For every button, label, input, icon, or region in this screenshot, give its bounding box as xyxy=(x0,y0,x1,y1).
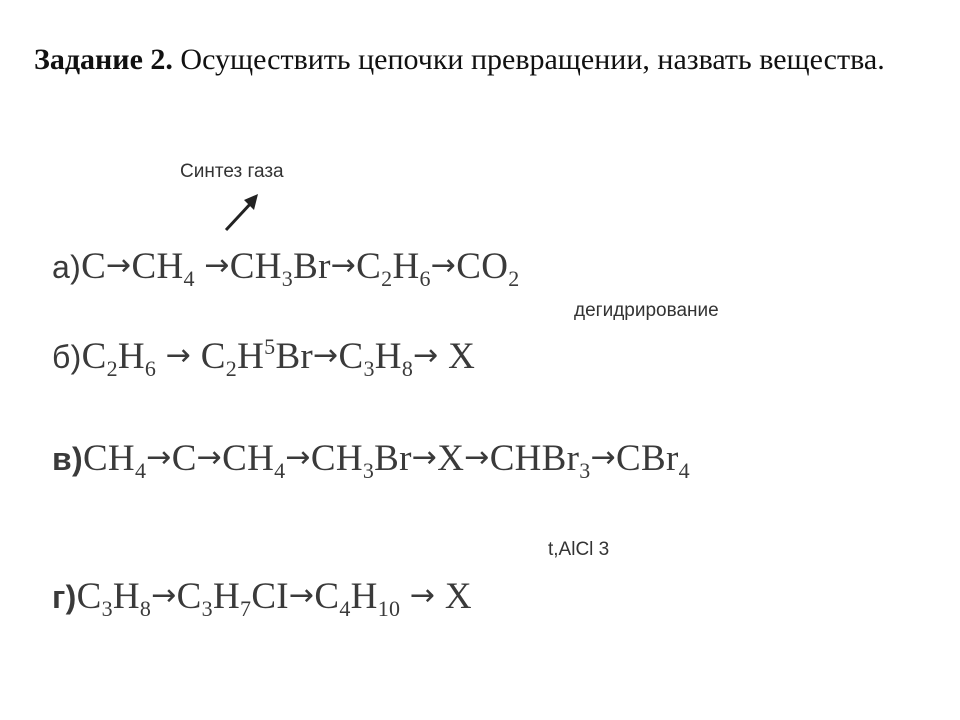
subscript: 3 xyxy=(281,266,294,291)
arrow-icon: → xyxy=(409,578,436,613)
subscript: 10 xyxy=(377,596,401,621)
subscript: 4 xyxy=(678,458,690,483)
chain-a xyxy=(52,245,520,291)
arrow-icon: → xyxy=(313,338,339,373)
arrow-icon: → xyxy=(590,440,617,475)
subscript: 4 xyxy=(134,458,147,483)
chain-v xyxy=(52,437,690,483)
formula: H xyxy=(212,576,240,617)
formula: C xyxy=(200,336,226,377)
formula: C xyxy=(171,438,197,479)
formula: C xyxy=(81,246,107,287)
chain-b-label: б) xyxy=(52,339,82,375)
task-label: Задание 2. xyxy=(34,43,173,76)
formula: H xyxy=(112,576,140,617)
arrow-icon: → xyxy=(330,248,357,283)
chain-a-label: а) xyxy=(52,249,82,285)
subscript: 4 xyxy=(183,266,195,291)
formula: Br xyxy=(293,246,331,287)
formula: CH xyxy=(82,438,135,479)
formula: CBr xyxy=(616,438,679,479)
subscript: 3 xyxy=(362,458,375,483)
formula: CHBr xyxy=(489,438,580,479)
arrow-icon: → xyxy=(464,440,490,475)
arrow-icon: → xyxy=(413,338,439,373)
formula: C xyxy=(356,246,382,287)
formula: CI xyxy=(251,576,289,617)
arrow-icon: → xyxy=(430,248,457,283)
formula: Br xyxy=(374,438,412,479)
arrow-icon: → xyxy=(204,248,230,283)
formula: H xyxy=(117,336,145,377)
formula: H xyxy=(350,576,378,617)
subscript: 4 xyxy=(339,596,351,621)
chain-g-label: г) xyxy=(52,579,77,615)
subscript: 7 xyxy=(240,596,252,621)
formula: H xyxy=(237,336,265,377)
subscript: 8 xyxy=(401,356,414,381)
arrow-icon: → xyxy=(165,338,192,373)
subscript: 3 xyxy=(201,596,213,621)
arrow-icon: → xyxy=(285,440,311,475)
task-text: Осуществить цепочки превращении, назвать вещества. xyxy=(172,43,885,76)
formula: CH xyxy=(222,438,275,479)
subscript: 3 xyxy=(579,458,591,483)
formula: CH xyxy=(131,246,184,287)
formula: Br xyxy=(275,336,314,377)
arrow-icon: → xyxy=(146,440,172,475)
formula: C xyxy=(81,336,107,377)
task-heading xyxy=(34,38,934,82)
chain-b xyxy=(52,334,476,381)
arrow-icon: → xyxy=(106,248,132,283)
arrow-icon: → xyxy=(288,578,315,613)
formula: CH xyxy=(229,246,282,287)
subscript: 2 xyxy=(225,356,238,381)
superscript: 5 xyxy=(264,334,276,359)
formula: H xyxy=(392,246,420,287)
subscript: 2 xyxy=(508,266,520,291)
formula: H xyxy=(374,336,402,377)
formula: CO xyxy=(456,246,509,287)
subscript: 3 xyxy=(101,596,113,621)
subscript: 2 xyxy=(106,356,118,381)
chain-g xyxy=(52,575,472,621)
arrow-icon: → xyxy=(196,440,223,475)
formula: X xyxy=(448,336,476,377)
subscript: 2 xyxy=(381,266,393,291)
formula: X xyxy=(444,576,472,617)
arrow-icon: → xyxy=(411,440,438,475)
subscript: 6 xyxy=(419,266,431,291)
formula: X xyxy=(437,438,465,479)
arrow-icon: → xyxy=(151,578,177,613)
dehydrogenation-note: дегидрирование xyxy=(574,300,719,321)
subscript: 4 xyxy=(274,458,286,483)
chain-v-label: в) xyxy=(52,441,83,477)
formula: C xyxy=(314,576,340,617)
formula: C xyxy=(338,336,364,377)
formula: C xyxy=(76,576,102,617)
catalyst-note: t,AlCl 3 xyxy=(548,539,610,560)
syngas-note: Синтез газа xyxy=(180,161,284,182)
subscript: 3 xyxy=(363,356,375,381)
subscript: 6 xyxy=(144,356,157,381)
formula: C xyxy=(176,576,202,617)
formula: CH xyxy=(310,438,363,479)
subscript: 8 xyxy=(139,596,152,621)
up-right-arrow-icon xyxy=(222,192,262,234)
